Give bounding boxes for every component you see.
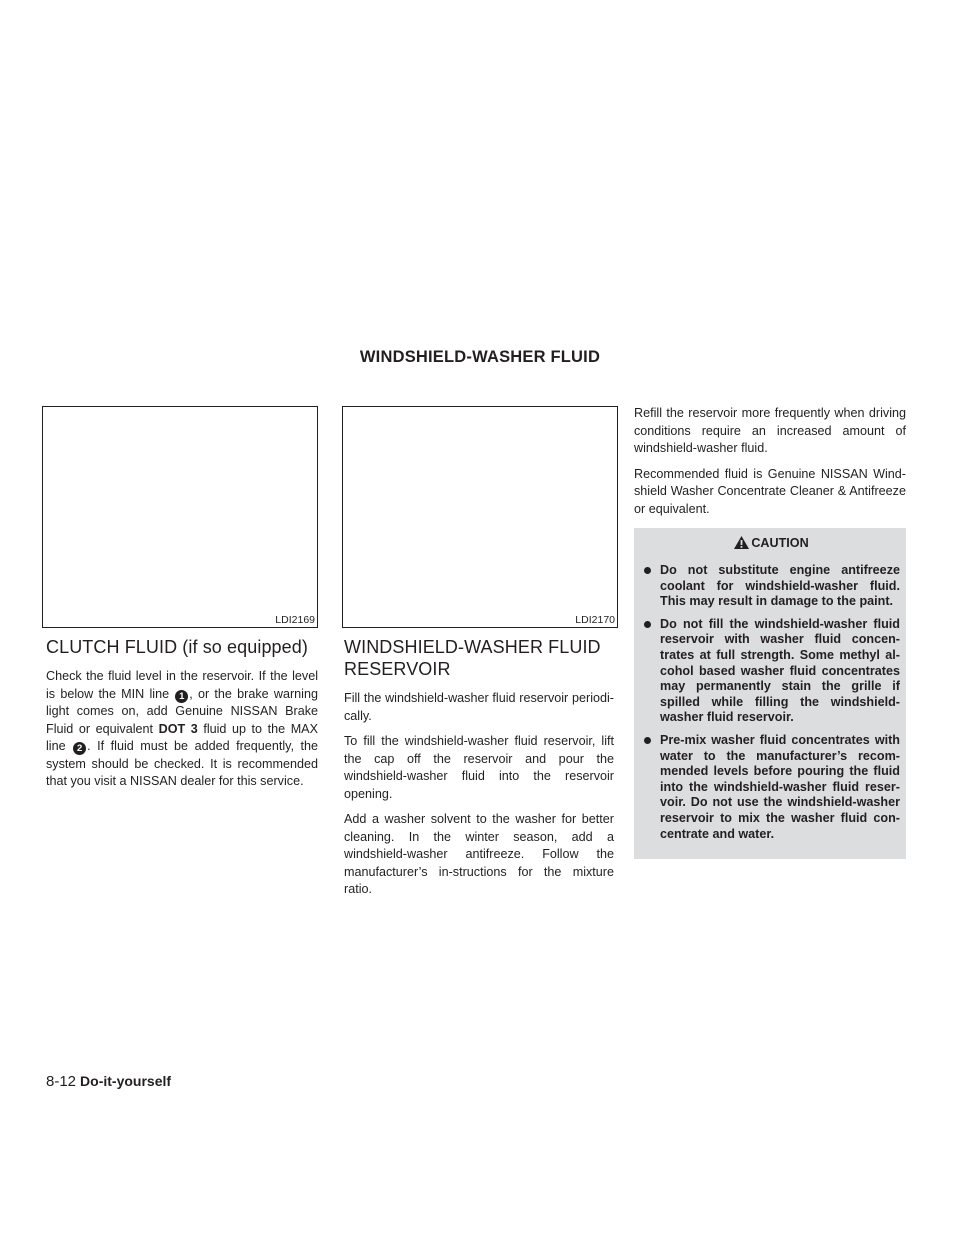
caution-item: Pre-mix washer fluid concentrates with water to the manufacturer’s recom-mended levels before pouring the fluid into the windshield-washer fluid reser-voir. Do not use the windshield-washer reservoir to mix the washer fluid con-centrate and water. [642, 733, 900, 842]
marker-2-icon: 2 [73, 742, 86, 755]
section-title: WINDSHIELD-WASHER FLUID [359, 348, 601, 366]
reservoir-paragraph-1: Fill the windshield-washer fluid reservoir periodi-cally. [344, 691, 614, 723]
clutch-fluid-section [46, 636, 318, 799]
bullet-icon [644, 621, 651, 628]
clutch-fluid-figure [42, 406, 318, 628]
reservoir-heading: WINDSHIELD-WASHER FLUID RESERVOIR [344, 637, 601, 679]
figure-code: LDI2170 [575, 614, 615, 626]
right-column [634, 405, 906, 859]
warning-triangle-icon [733, 535, 750, 555]
caution-title: CAUTION [751, 536, 809, 550]
recommended-fluid-paragraph: Recommended fluid is Genuine NISSAN Wind-shield Washer Concentrate Cleaner & Antifreeze or equivalent. [634, 466, 906, 516]
washer-reservoir-figure [342, 406, 618, 628]
clutch-fluid-paragraph: Check the fluid level in the reservoir. If the level is below the MIN line 1 , or the brake warning light comes on, add Genuine NISSAN Brake Fluid or equivalent DOT 3 fluid up to the MAX line 2 . If fluid must be added frequently, the system should be checked. It is recommended that you visit a NISSAN dealer for this service. [46, 669, 318, 788]
caution-box [634, 528, 906, 859]
caution-item: Do not substitute engine antifreeze coolant for windshield-washer fluid. This may result in damage to the paint. [642, 563, 900, 610]
clutch-fluid-heading: CLUTCH FLUID (if so equipped) [46, 637, 308, 657]
bullet-icon [644, 737, 651, 744]
caution-list [642, 563, 900, 842]
footer-section-name: Do-it-yourself [80, 1073, 172, 1089]
page-footer [46, 1073, 171, 1090]
bullet-icon [644, 567, 651, 574]
refill-paragraph: Refill the reservoir more frequently when driving conditions require an increased amount of windshield-washer fluid. [634, 406, 906, 455]
figure-code: LDI2169 [275, 614, 315, 626]
reservoir-paragraph-2: To fill the windshield-washer fluid reservoir, lift the cap off the reservoir and pour the windshield-washer fluid into the reservoir opening. [344, 734, 614, 801]
page-number: 8-12 [46, 1073, 77, 1090]
caution-header [642, 534, 900, 555]
caution-item: Do not fill the windshield-washer fluid reservoir with washer fluid concen-trates at full strength. Some methyl al-cohol based washer fluid concentrates may permanently stain the grille if spilled while filling the windshield-washer fluid reservoir. [642, 617, 900, 726]
reservoir-section [344, 636, 614, 907]
marker-1-icon: 1 [175, 690, 188, 703]
reservoir-paragraph-3: Add a washer solvent to the washer for better cleaning. In the winter season, add a windshield-washer antifreeze. Follow the manufacturer’s in-structions for the mixture ratio. [344, 812, 614, 896]
